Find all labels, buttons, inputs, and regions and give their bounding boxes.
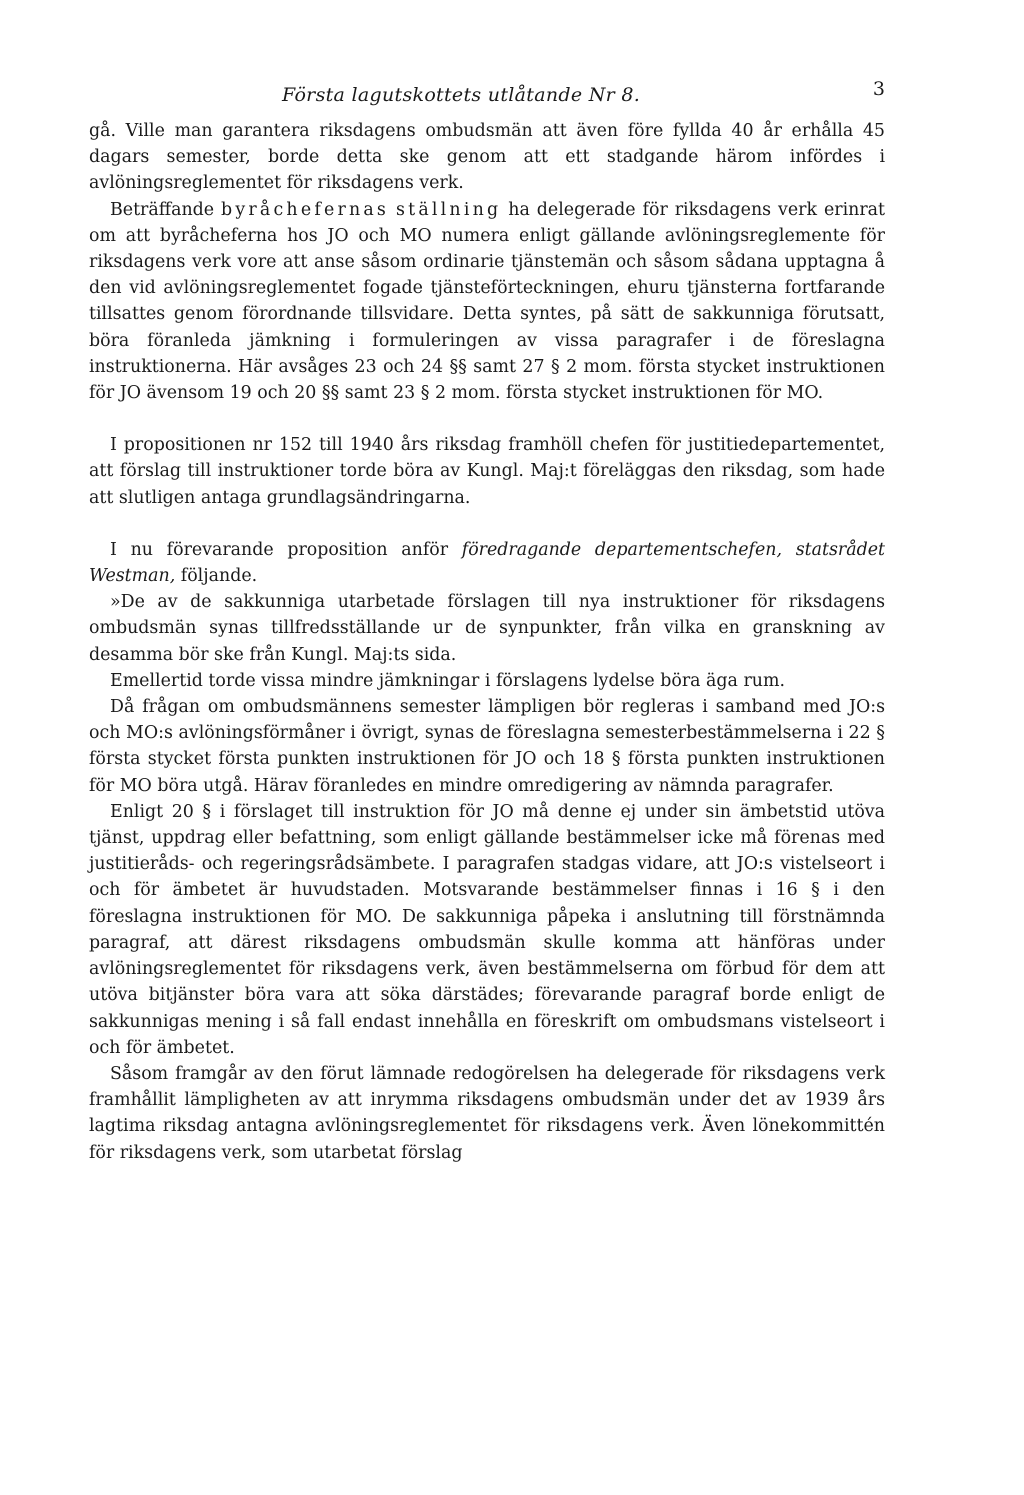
emphasized-term: byråchefernas	[221, 199, 390, 220]
paragraph-text: Beträffande	[110, 199, 222, 220]
paragraph-byrachefernas-stallning	[89, 197, 885, 407]
paragraph-semester-regleras: Då frågan om ombudsmännens semester lämpligen bör regleras i samband med JO:s och MO:s avlöningsförmåner i övrigt, synas de föreslagna semesterbestämmelserna i 22 § första stycket första punkten instruktionen för JO och 18 § första punkten instruktionen för MO böra utgå. Härav föranledes en mindre omredigering av nämnda paragrafer.	[89, 697, 885, 796]
page-header	[89, 78, 885, 118]
document-page	[89, 78, 885, 1166]
paragraph-enligt-20: Enligt 20 § i förslaget till instruktion för JO må denne ej under sin ämbetstid utöva tjänst, uppdrag eller befattning, som enligt gällande bestämmelser icke må förenas med justitieråds- och regeringsrådsämbete. I paragrafen stadgas vidare, att JO:s vistelseort i och för ämbetet är huvudstaden. Motsvarande bestämmelser finnas i 16 § i den föreslagna instruktionen för MO. De sakkunniga påpeka i anslutning till förstnämnda paragraf, att därest riksdagens ombudsmän skulle komma att hänföras under avlöningsreglementet för riksdagens verk, även bestämmelserna om förbud för dem att utöva bitjänster böra vara att söka därstädes; förevarande paragraf borde enligt de sakkunnigas mening i så fall endast innehålla en föreskrift om ombudsmans vistelseort i och för ämbetet.	[89, 801, 885, 1058]
paragraph-jamkningar: Emellertid torde vissa mindre jämkningar i förslagens lydelse böra äga rum.	[110, 670, 785, 691]
paragraph-text: följande.	[175, 566, 258, 587]
paragraph-quote-start: »De av de sakkunniga utarbetade förslagen till nya instruktioner för riksdagens ombudsmän synas tillfredsställande ur de synpunkter, från vilka en granskning av desamma bör ske från Kungl. Maj:ts sida.	[89, 592, 885, 665]
paragraph-sasom-framgar: Såsom framgår av den förut lämnade redogörelsen ha delegerade för riksdagens verk framhållit lämpligheten av att inrymma riksdagens ombudsmän under det av 1939 års lagtima riksdag antagna avlöningsreglementet för riksdagens verk. Även lönekommittén för riksdagens verk, som utarbetat förslag	[89, 1063, 885, 1163]
paragraph-text	[389, 200, 396, 220]
paragraph-semester-continued: gå. Ville man garantera riksdagens ombudsmän att även före fyllda 40 år erhålla 45 dagars semester, borde detta ske genom att ett stadgande härom infördes i avlöningsreglementet för riksdagens verk.	[89, 121, 885, 194]
running-header-title: Första lagutskottets utlåtande Nr 8.	[282, 84, 641, 106]
italic-speaker-name: föredragande departementschefen, statsrådet Westman,	[89, 539, 885, 587]
paragraph-text: I nu förevarande proposition anför	[110, 539, 462, 560]
paragraph-proposition-152: I propositionen nr 152 till 1940 års riksdag framhöll chefen för justitiedepartementet, att förslag till instruktioner torde böra av Kungl. Maj:t föreläggas den riksdag, som hade att slutligen antaga grundlagsändringarna.	[89, 435, 885, 508]
page-number: 3	[872, 78, 885, 100]
emphasized-term: ställning	[396, 199, 502, 220]
paragraph-text: ha delegerade för riksdagens verk erinrat om att byråcheferna hos JO och MO numera enligt gällande avlöningsreglemente för riksdagens verk vore att anse såsom ordinarie tjänstemän och såsom sådana upptagna å den vid avlöningsreglementet fogade tjänsteförteckningen, ehuru tjänsterna fortfarande tillsattes genom förordnande tillsvidare. Detta syntes, på sätt de sakkunniga förutsatt, böra föranleda jämkning i formuleringen av vissa paragrafer i de föreslagna instruktionerna. Här avsåges 23 och 24 §§ samt 27 § 2 mom. första stycket instruktionen för JO ävensom 19 och 20 §§ samt 23 § 2 mom. första stycket instruktionen för MO.	[89, 199, 886, 404]
paragraph-forevarande-proposition	[89, 537, 885, 589]
